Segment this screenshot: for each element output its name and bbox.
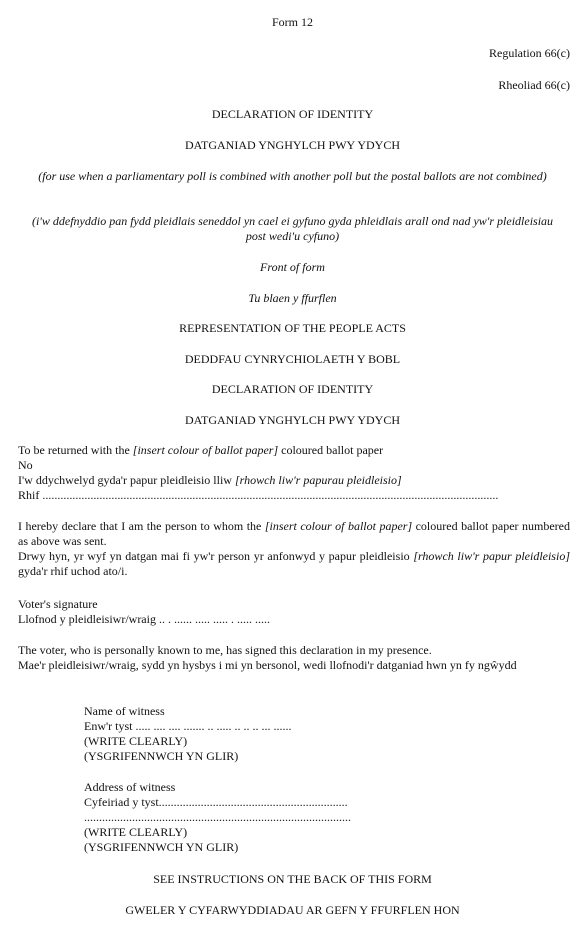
witness-name-block (84, 704, 292, 764)
witness-address-line[interactable]: ......................................................................................... (84, 810, 351, 824)
witness-name-label: Name of witness (84, 704, 165, 718)
witness-address-field[interactable]: Cyfeiriad y tyst............................................................... (84, 795, 348, 809)
declaration-en: I hereby declare that I am the person to whom the [insert colour of ballot paper] coloured ballot paper numbered as above was sent. (18, 519, 570, 548)
signature-label-cy[interactable]: Llofnod y pleidleisiwr/wraig .. . ...... ..... ..... . ..... ..... (18, 612, 270, 626)
witness-address-label: Address of witness (84, 780, 176, 794)
return-line-en: To be returned with the [insert colour of ballot paper] coloured ballot paper (18, 443, 384, 457)
title-cy: DATGANIAD YNGHYLCH PWY YDYCH (185, 138, 400, 152)
witness-statement-cy: Mae'r pleidleisiwr/wraig, sydd yn hysbys i mi yn bersonol, wedi llofnodi'r datganiad hwn yn fy ngŵydd (18, 658, 517, 672)
return-section (18, 443, 570, 503)
declaration-cy: Drwy hyn, yr wyf yn datgan mai fi yw'r person yr anfonwyd y papur pleidleisio [rhowch liw'r papur pleidleisio] gyda'r rhif uchod ato/i. (18, 549, 570, 578)
witness-address-block (84, 780, 351, 855)
regulation-cy: Rheoliad 66(c) (498, 78, 570, 92)
form-number: Form 12 (271, 15, 313, 29)
witness-name-field[interactable]: Enw'r tyst ..... .... .... ....... .. ..... .. .. .. ... ...... (84, 719, 292, 733)
acts-en: REPRESENTATION OF THE PEOPLE ACTS (179, 321, 406, 335)
acts-cy: DEDDFAU CYNRYCHIOLAETH Y BOBL (184, 352, 401, 366)
signature-label-en: Voter's signature (18, 597, 98, 611)
return-line-cy: I'w ddychwelyd gyda'r papur pleidleisio lliw [rhowch liw'r papurau pleidleisio] (18, 473, 402, 487)
signature-section (18, 597, 570, 627)
title-en: DECLARATION OF IDENTITY (211, 107, 374, 121)
instructions-cy: GWELER Y CYFARWYDDIADAU AR GEFN Y FFURFLEN HON (125, 903, 460, 917)
subtitle-cy: (i'w ddefnyddio pan fydd pleidlais seneddol yn cael ei gyfuno gyda phleidlais arall ond nad yw'r pleidleisiau post wedi'u cyfuno) (31, 214, 554, 243)
write-clearly-1: (WRITE CLEARLY) (84, 734, 188, 748)
subtitle-en: (for use when a parliamentary poll is combined with another poll but the postal ballots are not combined) (38, 169, 547, 183)
return-no: No (18, 458, 33, 472)
title2-en: DECLARATION OF IDENTITY (211, 382, 374, 396)
title2-cy: DATGANIAD YNGHYLCH PWY YDYCH (185, 413, 400, 427)
witness-statement-en: The voter, who is personally known to me, has signed this declaration in my presence. (18, 643, 432, 657)
write-clearly-2: (WRITE CLEARLY) (84, 825, 188, 839)
ysgrifennwch-2: (YSGRIFENNWCH YN GLIR) (84, 840, 239, 854)
instructions-en: SEE INSTRUCTIONS ON THE BACK OF THIS FORM (153, 872, 432, 886)
rhif-line: Rhif ........................................................................................................................................................ (18, 488, 499, 502)
front-of-form-en: Front of form (260, 260, 325, 274)
front-of-form-cy: Tu blaen y ffurflen (248, 291, 337, 305)
ysgrifennwch-1: (YSGRIFENNWCH YN GLIR) (84, 749, 239, 763)
regulation-en: Regulation 66(c) (489, 46, 570, 60)
